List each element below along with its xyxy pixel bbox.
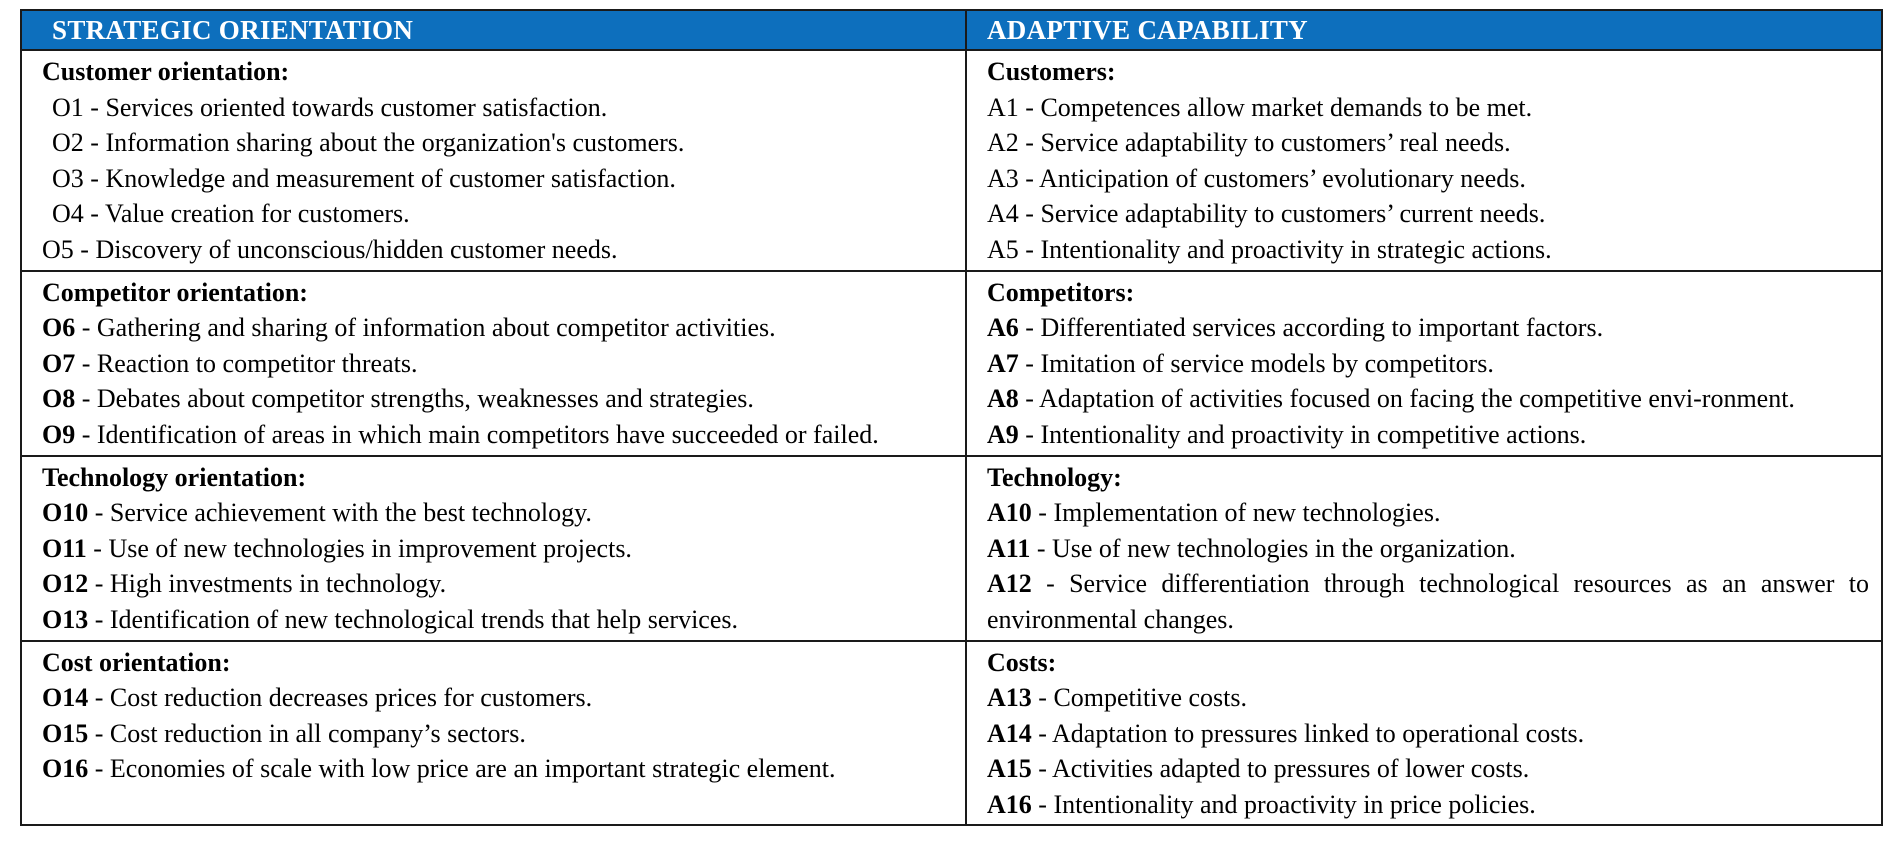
header-strategic-orientation: STRATEGIC ORIENTATION bbox=[22, 11, 967, 49]
list-item: O9 - Identification of areas in which main competitors have succeeded or failed. bbox=[42, 419, 879, 449]
cost-orientation-cell bbox=[22, 642, 967, 825]
list-item: A3 - Anticipation of customers’ evolutionary needs. bbox=[987, 163, 1526, 193]
section-title: Customers: bbox=[987, 57, 1116, 86]
header-adaptive-capability: ADAPTIVE CAPABILITY bbox=[987, 15, 1308, 45]
table-row bbox=[22, 272, 1881, 457]
list-item: O11 - Use of new technologies in improvement projects. bbox=[42, 533, 632, 563]
section-title: Customer orientation: bbox=[42, 57, 290, 86]
list-item: A12 - Service differentiation through technological resources as an answer to environmental changes. bbox=[987, 569, 1869, 634]
list-item: O12 - High investments in technology. bbox=[42, 569, 447, 599]
list-item: O7 - Reaction to competitor threats. bbox=[42, 348, 418, 378]
list-item: O3 - Knowledge and measurement of customer satisfaction. bbox=[52, 163, 676, 193]
section-title: Costs: bbox=[987, 647, 1057, 677]
orientation-capability-table bbox=[20, 9, 1883, 826]
list-item: A16 - Intentionality and proactivity in price policies. bbox=[987, 789, 1536, 819]
competitors-cell bbox=[967, 272, 1881, 455]
section-title: Technology: bbox=[987, 462, 1122, 492]
list-item: A13 - Competitive costs. bbox=[987, 683, 1247, 713]
section-title: Competitors: bbox=[987, 277, 1135, 307]
list-item: O16 - Economies of scale with low price are an important strategic element. bbox=[42, 754, 836, 784]
list-item: A8 - Adaptation of activities focused on facing the competitive envi-ronment. bbox=[987, 384, 1795, 414]
list-item: A4 - Service adaptability to customers’ current needs. bbox=[987, 199, 1546, 229]
list-item: O6 - Gathering and sharing of information about competitor activities. bbox=[42, 313, 776, 343]
list-item: A5 - Intentionality and proactivity in strategic actions. bbox=[987, 234, 1552, 264]
list-item: A7 - Imitation of service models by competitors. bbox=[987, 348, 1494, 378]
customer-orientation-cell bbox=[22, 51, 967, 270]
list-item: A9 - Intentionality and proactivity in competitive actions. bbox=[987, 419, 1587, 449]
list-item: O1 - Services oriented towards customer satisfaction. bbox=[52, 92, 608, 122]
table-header bbox=[22, 11, 1881, 51]
list-item: O5 - Discovery of unconscious/hidden customer needs. bbox=[42, 234, 618, 264]
section-title: Competitor orientation: bbox=[42, 277, 308, 307]
list-item: A2 - Service adaptability to customers’ real needs. bbox=[987, 128, 1511, 158]
costs-cell bbox=[967, 642, 1881, 825]
technology-orientation-cell bbox=[22, 457, 967, 640]
list-item: O2 - Information sharing about the organization's customers. bbox=[52, 128, 685, 158]
table-row bbox=[22, 51, 1881, 272]
list-item: O13 - Identification of new technological trends that help services. bbox=[42, 604, 739, 634]
list-item: O10 - Service achievement with the best technology. bbox=[42, 498, 592, 528]
table-row bbox=[22, 457, 1881, 642]
list-item: A1 - Competences allow market demands to be met. bbox=[987, 92, 1533, 122]
competitor-orientation-cell bbox=[22, 272, 967, 455]
technology-cell bbox=[967, 457, 1881, 640]
list-item: A6 - Differentiated services according to important factors. bbox=[987, 313, 1604, 343]
list-item: A11 - Use of new technologies in the organization. bbox=[987, 533, 1516, 563]
list-item: O15 - Cost reduction in all company’s sectors. bbox=[42, 718, 526, 748]
customers-cell bbox=[967, 51, 1881, 270]
list-item: O4 - Value creation for customers. bbox=[52, 199, 410, 229]
table-row bbox=[22, 642, 1881, 825]
list-item: O14 - Cost reduction decreases prices for customers. bbox=[42, 683, 593, 713]
list-item: A15 - Activities adapted to pressures of lower costs. bbox=[987, 754, 1530, 784]
section-title: Cost orientation: bbox=[42, 647, 231, 677]
list-item: O8 - Debates about competitor strengths, weaknesses and strategies. bbox=[42, 384, 754, 414]
section-title: Technology orientation: bbox=[42, 462, 307, 492]
list-item: A10 - Implementation of new technologies. bbox=[987, 498, 1441, 528]
list-item: A14 - Adaptation to pressures linked to operational costs. bbox=[987, 718, 1585, 748]
